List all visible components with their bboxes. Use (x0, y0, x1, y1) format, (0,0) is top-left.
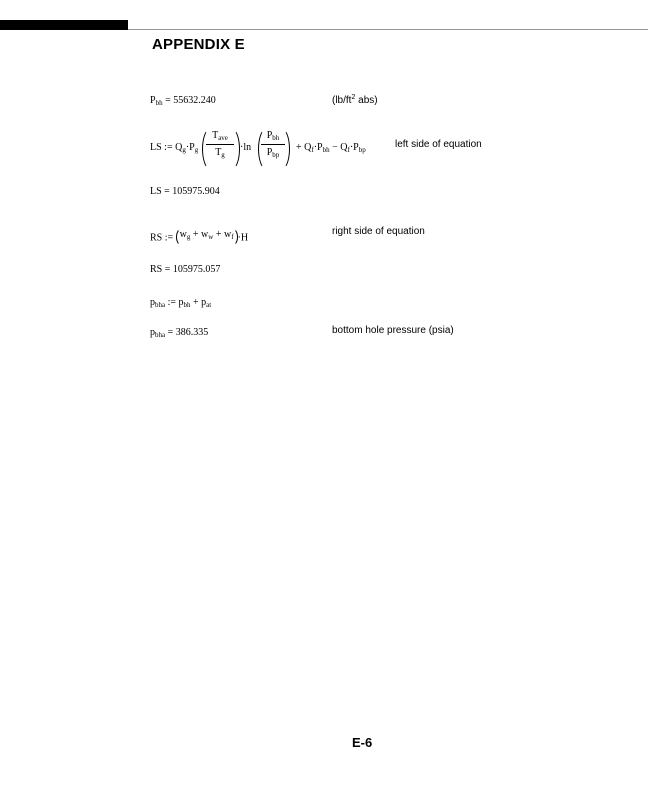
ls-pressure-fraction (261, 130, 285, 159)
pbha-note: bottom hole pressure (psia) (332, 325, 454, 336)
rs-paren: $w_g + w_w + w_f$ (176, 228, 238, 246)
page-number: E-6 (352, 735, 373, 750)
pbha-definition: $p_{bha}$ := $p_{bh} + p_{at}$ (150, 297, 212, 309)
ls-ln: ·ln (240, 142, 252, 153)
ls-temp-bar (206, 144, 234, 145)
ls-temp-fraction (206, 130, 234, 159)
pbh-unit-sup: 2 (351, 94, 356, 101)
pbha-result: $p_{bha} = 386.335$ (150, 327, 209, 339)
ls-tail: + $Q_f\cdot P_{bh} - Q_f\cdot P_{bp}$ (296, 142, 366, 154)
pbh-unit-tail: abs) (355, 95, 378, 106)
rs-result: RS = 105975.057 (150, 264, 221, 275)
pbh-unit-text: (lb/ft (332, 95, 352, 106)
ls-note: left side of equation (395, 139, 482, 150)
ls-pressure-bar (261, 144, 285, 145)
page-title: APPENDIX E (152, 36, 245, 53)
ls-tg: $T_g$ (215, 147, 225, 159)
rs-lhs: RS := (150, 232, 176, 244)
ls-result: LS = 105975.904 (150, 186, 220, 197)
pbh-symbol: P (150, 95, 156, 106)
ls-pbh: $P_{bh}$ (266, 130, 280, 142)
rs-equation (150, 229, 248, 247)
rs-note: right side of equation (332, 226, 425, 237)
ls-pbp: $P_{bp}$ (266, 147, 280, 159)
rs-h: ·H (237, 232, 249, 244)
pbh-subscript: bh (155, 99, 163, 107)
ls-tave: $T_{ave}$ (212, 130, 228, 142)
header-rule (128, 29, 648, 30)
pbh-value: = 55632.240 (162, 95, 216, 106)
header-bar (0, 20, 128, 30)
pbh-unit (332, 94, 378, 106)
pbh-line (150, 95, 216, 107)
ls-lhs: LS := $Q_g\cdot P_g$ (150, 142, 199, 154)
